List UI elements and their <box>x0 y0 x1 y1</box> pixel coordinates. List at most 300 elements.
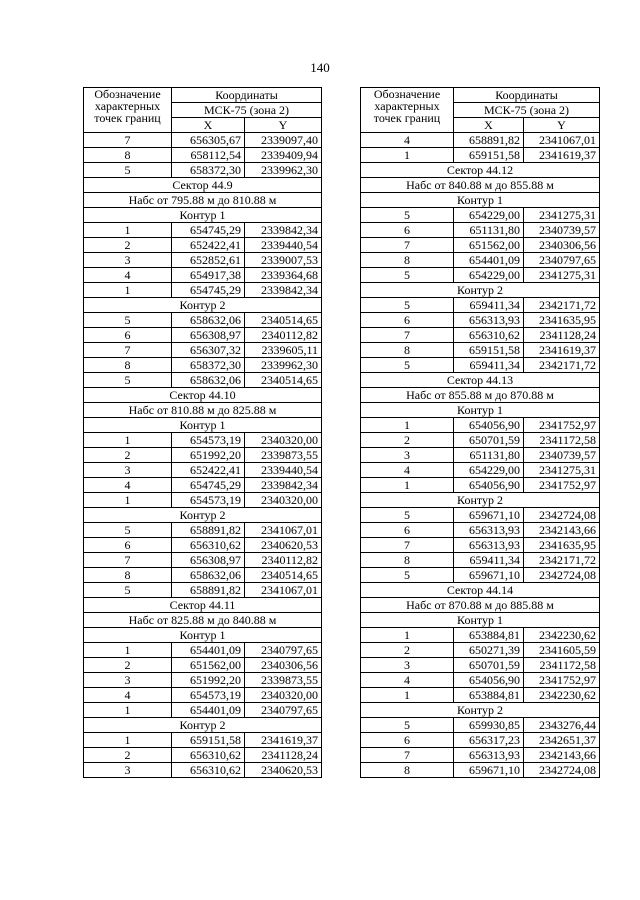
y-coordinate: 2340797,65 <box>524 253 600 268</box>
point-number: 7 <box>361 748 454 763</box>
y-coordinate: 2341635,95 <box>524 538 600 553</box>
x-coordinate: 654401,09 <box>172 643 245 658</box>
table-row <box>361 433 600 448</box>
sector-title-row <box>361 163 600 178</box>
point-number: 7 <box>361 328 454 343</box>
table-row <box>361 538 600 553</box>
y-coordinate: 2341275,31 <box>524 268 600 283</box>
table-row <box>361 448 600 463</box>
sector-title-row <box>84 178 322 193</box>
x-coordinate: 659671,10 <box>454 508 524 523</box>
x-coordinate: 658891,82 <box>172 583 245 598</box>
table-row <box>84 748 322 763</box>
contour-label: Контур 1 <box>361 193 600 208</box>
y-coordinate: 2341619,37 <box>524 343 600 358</box>
table-row <box>361 508 600 523</box>
contour-row <box>84 718 322 733</box>
sector-range-row <box>84 613 322 628</box>
y-coordinate: 2342651,37 <box>524 733 600 748</box>
x-coordinate: 653884,81 <box>454 688 524 703</box>
point-number: 5 <box>84 373 172 388</box>
contour-row <box>84 298 322 313</box>
y-coordinate: 2340320,00 <box>245 433 322 448</box>
point-number: 8 <box>84 148 172 163</box>
point-number: 6 <box>361 313 454 328</box>
x-coordinate: 656305,67 <box>172 133 245 148</box>
point-number: 8 <box>361 253 454 268</box>
y-coordinate: 2339962,30 <box>245 358 322 373</box>
point-number: 6 <box>361 733 454 748</box>
y-coordinate: 2339007,53 <box>245 253 322 268</box>
y-coordinate: 2339440,54 <box>245 463 322 478</box>
sector-title-row <box>361 373 600 388</box>
point-number: 1 <box>84 433 172 448</box>
x-coordinate: 656310,62 <box>172 763 245 778</box>
x-coordinate: 658891,82 <box>454 133 524 148</box>
contour-row <box>361 703 600 718</box>
table-row <box>361 673 600 688</box>
point-number: 1 <box>84 223 172 238</box>
sector-height-range: Набс от 855.88 м до 870.88 м <box>361 388 600 403</box>
page-number: 140 <box>310 60 330 75</box>
table-row <box>84 493 322 508</box>
point-number: 5 <box>361 508 454 523</box>
y-coordinate: 2341067,01 <box>245 523 322 538</box>
table-row <box>361 553 600 568</box>
y-coordinate: 2342171,72 <box>524 358 600 373</box>
x-coordinate: 652852,61 <box>172 253 245 268</box>
table-row <box>84 163 322 178</box>
table-row <box>84 478 322 493</box>
contour-row <box>361 193 600 208</box>
coordinates-table-left <box>83 87 322 778</box>
point-number: 1 <box>361 688 454 703</box>
point-number: 2 <box>84 748 172 763</box>
contour-label: Контур 2 <box>361 493 600 508</box>
table-header-row <box>361 88 600 103</box>
y-coordinate: 2339873,55 <box>245 448 322 463</box>
contour-label: Контур 1 <box>84 628 322 643</box>
y-coordinate: 2343276,44 <box>524 718 600 733</box>
table-row <box>361 733 600 748</box>
table-row <box>361 718 600 733</box>
point-number: 1 <box>361 478 454 493</box>
x-coordinate: 656313,93 <box>454 313 524 328</box>
point-number: 5 <box>361 718 454 733</box>
coordinates-header: Координаты <box>172 88 322 103</box>
point-number: 2 <box>84 448 172 463</box>
sector-height-range: Набс от 840.88 м до 855.88 м <box>361 178 600 193</box>
sector-title-row <box>84 598 322 613</box>
y-coordinate: 2340306,56 <box>245 658 322 673</box>
y-coordinate: 2340514,65 <box>245 568 322 583</box>
table-row <box>84 538 322 553</box>
x-coordinate: 656310,62 <box>172 748 245 763</box>
y-coordinate: 2341619,37 <box>524 148 600 163</box>
point-number: 5 <box>361 268 454 283</box>
contour-label: Контур 1 <box>361 403 600 418</box>
y-coordinate: 2341275,31 <box>524 208 600 223</box>
table-row <box>361 358 600 373</box>
x-coordinate: 654917,38 <box>172 268 245 283</box>
point-number: 4 <box>84 268 172 283</box>
point-label-header: Обозначение характерных точек границ <box>84 88 172 133</box>
x-coordinate: 654573,19 <box>172 433 245 448</box>
x-coordinate: 651992,20 <box>172 673 245 688</box>
table-row <box>361 298 600 313</box>
x-coordinate: 658372,30 <box>172 358 245 373</box>
table-row <box>84 703 322 718</box>
y-coordinate: 2342143,66 <box>524 748 600 763</box>
contour-label: Контур 1 <box>84 418 322 433</box>
y-coordinate: 2342171,72 <box>524 553 600 568</box>
point-number: 4 <box>84 478 172 493</box>
y-coordinate: 2340320,00 <box>245 493 322 508</box>
x-coordinate: 651562,00 <box>454 238 524 253</box>
table-row <box>84 733 322 748</box>
point-number: 8 <box>84 568 172 583</box>
sector-title: Сектор 44.11 <box>84 598 322 613</box>
x-coordinate: 654745,29 <box>172 223 245 238</box>
point-number: 5 <box>84 313 172 328</box>
y-coordinate: 2341128,24 <box>245 748 322 763</box>
point-number: 2 <box>84 658 172 673</box>
sector-title: Сектор 44.9 <box>84 178 322 193</box>
x-coordinate: 658112,54 <box>172 148 245 163</box>
point-number: 3 <box>84 463 172 478</box>
table-row <box>84 463 322 478</box>
point-number: 7 <box>361 538 454 553</box>
contour-row <box>361 283 600 298</box>
point-number: 5 <box>84 583 172 598</box>
table-row <box>84 358 322 373</box>
y-coordinate: 2341752,97 <box>524 478 600 493</box>
table-row <box>361 418 600 433</box>
point-number: 6 <box>84 538 172 553</box>
x-coordinate: 656313,93 <box>454 538 524 553</box>
x-column-header: X <box>454 118 524 133</box>
table-row <box>361 463 600 478</box>
point-number: 5 <box>84 523 172 538</box>
sector-range-row <box>84 403 322 418</box>
contour-label: Контур 2 <box>84 298 322 313</box>
table-row <box>361 223 600 238</box>
x-column-header: X <box>172 118 245 133</box>
x-coordinate: 654056,90 <box>454 418 524 433</box>
sector-range-row <box>361 598 600 613</box>
sector-range-row <box>361 178 600 193</box>
table-row <box>84 328 322 343</box>
point-number: 3 <box>84 763 172 778</box>
point-number: 7 <box>84 343 172 358</box>
y-coordinate: 2340620,53 <box>245 763 322 778</box>
table-row <box>84 313 322 328</box>
sector-height-range: Набс от 795.88 м до 810.88 м <box>84 193 322 208</box>
table-row <box>361 748 600 763</box>
point-number: 8 <box>84 358 172 373</box>
table-row <box>84 433 322 448</box>
x-coordinate: 656307,32 <box>172 343 245 358</box>
coordinate-system-header: МСК-75 (зона 2) <box>172 103 322 118</box>
y-coordinate: 2340797,65 <box>245 703 322 718</box>
point-number: 1 <box>84 703 172 718</box>
y-coordinate: 2339440,54 <box>245 238 322 253</box>
x-coordinate: 651992,20 <box>172 448 245 463</box>
table-row <box>84 283 322 298</box>
point-number: 3 <box>361 448 454 463</box>
x-coordinate: 658632,06 <box>172 373 245 388</box>
sector-height-range: Набс от 870.88 м до 885.88 м <box>361 598 600 613</box>
y-coordinate: 2340112,82 <box>245 328 322 343</box>
table-row <box>84 268 322 283</box>
point-number: 8 <box>361 553 454 568</box>
point-number: 8 <box>361 343 454 358</box>
point-number: 6 <box>361 523 454 538</box>
contour-row <box>84 208 322 223</box>
x-coordinate: 650701,59 <box>454 658 524 673</box>
y-coordinate: 2341605,59 <box>524 643 600 658</box>
y-coordinate: 2342230,62 <box>524 628 600 643</box>
sector-title: Сектор 44.12 <box>361 163 600 178</box>
point-number: 1 <box>84 733 172 748</box>
contour-label: Контур 2 <box>84 718 322 733</box>
y-coordinate: 2339605,11 <box>245 343 322 358</box>
x-coordinate: 652422,41 <box>172 463 245 478</box>
table-row <box>361 523 600 538</box>
contour-row <box>361 403 600 418</box>
contour-label: Контур 1 <box>361 613 600 628</box>
y-coordinate: 2339409,94 <box>245 148 322 163</box>
x-coordinate: 654229,00 <box>454 268 524 283</box>
x-coordinate: 659671,10 <box>454 568 524 583</box>
contour-label: Контур 2 <box>361 703 600 718</box>
y-coordinate: 2342230,62 <box>524 688 600 703</box>
table-row <box>361 208 600 223</box>
table-row <box>84 343 322 358</box>
point-number: 1 <box>361 628 454 643</box>
table-row <box>84 583 322 598</box>
x-coordinate: 659151,58 <box>172 733 245 748</box>
table-row <box>361 343 600 358</box>
x-coordinate: 650271,39 <box>454 643 524 658</box>
x-coordinate: 656308,97 <box>172 328 245 343</box>
x-coordinate: 658632,06 <box>172 568 245 583</box>
contour-row <box>361 493 600 508</box>
x-coordinate: 659671,10 <box>454 763 524 778</box>
point-number: 5 <box>361 568 454 583</box>
x-coordinate: 652422,41 <box>172 238 245 253</box>
y-coordinate: 2342724,08 <box>524 763 600 778</box>
x-coordinate: 651562,00 <box>172 658 245 673</box>
point-number: 1 <box>84 493 172 508</box>
y-coordinate: 2341752,97 <box>524 673 600 688</box>
table-row <box>361 313 600 328</box>
x-coordinate: 654056,90 <box>454 673 524 688</box>
y-coordinate: 2341752,97 <box>524 418 600 433</box>
x-coordinate: 656308,97 <box>172 553 245 568</box>
contour-label: Контур 2 <box>84 508 322 523</box>
point-number: 6 <box>361 223 454 238</box>
y-coordinate: 2339364,68 <box>245 268 322 283</box>
table-row <box>361 688 600 703</box>
x-coordinate: 656313,93 <box>454 748 524 763</box>
y-column-header: Y <box>245 118 322 133</box>
sector-title: Сектор 44.14 <box>361 583 600 598</box>
contour-label: Контур 2 <box>361 283 600 298</box>
y-coordinate: 2340320,00 <box>245 688 322 703</box>
point-number: 4 <box>84 688 172 703</box>
y-coordinate: 2341275,31 <box>524 463 600 478</box>
x-coordinate: 659411,34 <box>454 553 524 568</box>
x-coordinate: 659411,34 <box>454 298 524 313</box>
y-coordinate: 2340514,65 <box>245 373 322 388</box>
point-label-header: Обозначение характерных точек границ <box>361 88 454 133</box>
point-number: 7 <box>361 238 454 253</box>
table-row <box>361 478 600 493</box>
table-row <box>84 238 322 253</box>
table-row <box>84 553 322 568</box>
point-number: 5 <box>361 358 454 373</box>
x-coordinate: 659930,85 <box>454 718 524 733</box>
x-coordinate: 659151,58 <box>454 148 524 163</box>
x-coordinate: 656310,62 <box>454 328 524 343</box>
y-coordinate: 2341172,58 <box>524 658 600 673</box>
y-coordinate: 2339842,34 <box>245 223 322 238</box>
y-coordinate: 2341067,01 <box>245 583 322 598</box>
y-coordinate: 2341619,37 <box>245 733 322 748</box>
point-number: 4 <box>361 133 454 148</box>
table-row <box>361 133 600 148</box>
y-coordinate: 2342724,08 <box>524 568 600 583</box>
y-coordinate: 2341635,95 <box>524 313 600 328</box>
table-row <box>84 253 322 268</box>
contour-row <box>84 418 322 433</box>
x-coordinate: 659151,58 <box>454 343 524 358</box>
sector-range-row <box>84 193 322 208</box>
contour-row <box>84 628 322 643</box>
point-number: 3 <box>84 253 172 268</box>
x-coordinate: 658891,82 <box>172 523 245 538</box>
point-number: 2 <box>361 433 454 448</box>
contour-row <box>84 508 322 523</box>
y-coordinate: 2339842,34 <box>245 283 322 298</box>
table-header-row <box>84 88 322 103</box>
table-row <box>84 643 322 658</box>
x-coordinate: 656310,62 <box>172 538 245 553</box>
x-coordinate: 656317,23 <box>454 733 524 748</box>
coordinates-table-right <box>360 87 600 778</box>
point-number: 3 <box>361 658 454 673</box>
point-number: 1 <box>84 283 172 298</box>
x-coordinate: 650701,59 <box>454 433 524 448</box>
table-row <box>84 523 322 538</box>
sector-title: Сектор 44.10 <box>84 388 322 403</box>
point-number: 5 <box>84 163 172 178</box>
table-row <box>84 658 322 673</box>
point-number: 1 <box>361 148 454 163</box>
table-row <box>361 148 600 163</box>
table-row <box>361 763 600 778</box>
table-row <box>361 628 600 643</box>
x-coordinate: 651131,80 <box>454 223 524 238</box>
y-coordinate: 2342171,72 <box>524 298 600 313</box>
point-number: 1 <box>84 643 172 658</box>
y-coordinate: 2342724,08 <box>524 508 600 523</box>
point-number: 7 <box>84 553 172 568</box>
table-row <box>361 658 600 673</box>
y-coordinate: 2339962,30 <box>245 163 322 178</box>
point-number: 8 <box>361 763 454 778</box>
x-coordinate: 654745,29 <box>172 283 245 298</box>
y-coordinate: 2340739,57 <box>524 448 600 463</box>
y-coordinate: 2340620,53 <box>245 538 322 553</box>
x-coordinate: 658632,06 <box>172 313 245 328</box>
table-row <box>84 688 322 703</box>
x-coordinate: 658372,30 <box>172 163 245 178</box>
y-coordinate: 2340739,57 <box>524 223 600 238</box>
point-number: 5 <box>361 208 454 223</box>
y-coordinate: 2339842,34 <box>245 478 322 493</box>
table-row <box>361 268 600 283</box>
table-row <box>361 253 600 268</box>
x-coordinate: 654229,00 <box>454 463 524 478</box>
table-row <box>84 673 322 688</box>
y-coordinate: 2340514,65 <box>245 313 322 328</box>
y-coordinate: 2340306,56 <box>524 238 600 253</box>
table-row <box>84 448 322 463</box>
x-coordinate: 654229,00 <box>454 208 524 223</box>
point-number: 2 <box>361 643 454 658</box>
table-row <box>84 133 322 148</box>
table-row <box>361 238 600 253</box>
x-coordinate: 654401,09 <box>454 253 524 268</box>
point-number: 7 <box>84 133 172 148</box>
point-number: 6 <box>84 328 172 343</box>
sector-title: Сектор 44.13 <box>361 373 600 388</box>
y-coordinate: 2339873,55 <box>245 673 322 688</box>
point-number: 1 <box>361 418 454 433</box>
sector-title-row <box>361 583 600 598</box>
x-coordinate: 654573,19 <box>172 688 245 703</box>
table-row <box>84 763 322 778</box>
table-row <box>361 568 600 583</box>
y-coordinate: 2341172,58 <box>524 433 600 448</box>
table-row <box>84 223 322 238</box>
y-coordinate: 2341128,24 <box>524 328 600 343</box>
x-coordinate: 659411,34 <box>454 358 524 373</box>
x-coordinate: 654401,09 <box>172 703 245 718</box>
point-number: 4 <box>361 463 454 478</box>
table-row <box>84 568 322 583</box>
x-coordinate: 654056,90 <box>454 478 524 493</box>
sector-height-range: Набс от 825.88 м до 840.88 м <box>84 613 322 628</box>
y-coordinate: 2341067,01 <box>524 133 600 148</box>
contour-label: Контур 1 <box>84 208 322 223</box>
point-number: 3 <box>84 673 172 688</box>
point-number: 2 <box>84 238 172 253</box>
x-coordinate: 656313,93 <box>454 523 524 538</box>
x-coordinate: 653884,81 <box>454 628 524 643</box>
point-number: 4 <box>361 673 454 688</box>
table-row <box>84 373 322 388</box>
table-row <box>361 328 600 343</box>
coordinates-header: Координаты <box>454 88 600 103</box>
sector-height-range: Набс от 810.88 м до 825.88 м <box>84 403 322 418</box>
sector-range-row <box>361 388 600 403</box>
y-coordinate: 2342143,66 <box>524 523 600 538</box>
table-row <box>361 643 600 658</box>
y-column-header: Y <box>524 118 600 133</box>
